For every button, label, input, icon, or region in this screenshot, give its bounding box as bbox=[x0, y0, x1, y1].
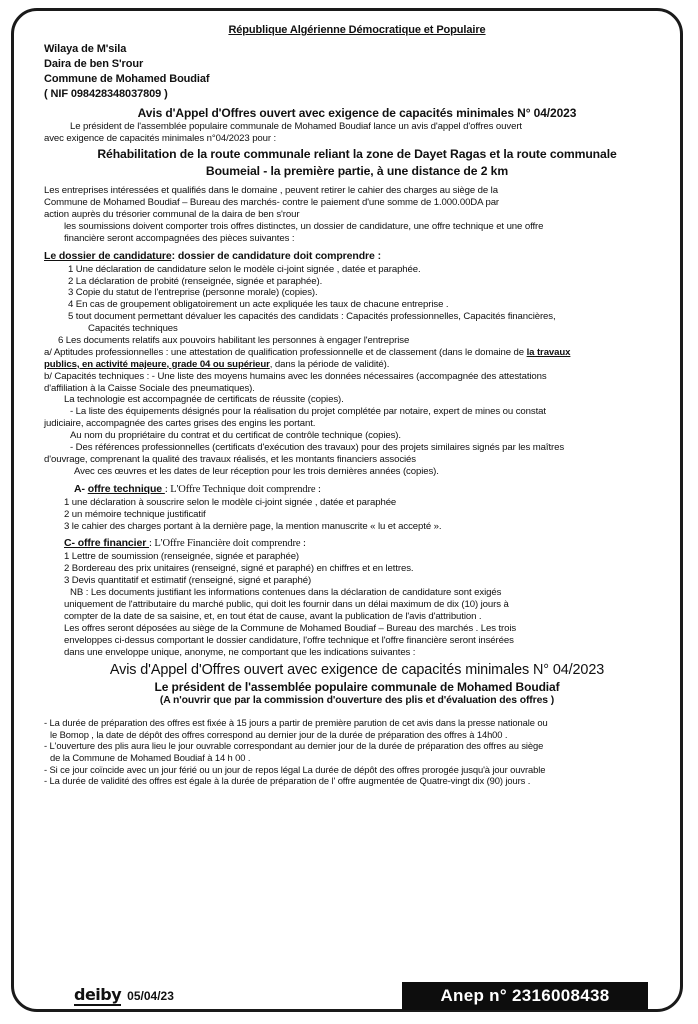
list-item: 6 Les documents relatifs aux pouvoirs habilitant les personnes à engager l'entreprise bbox=[58, 335, 410, 347]
references-line-3: Avec ces œuvres et les dates de leur réception pour les trois dernières années (copies). bbox=[74, 465, 439, 477]
nb-line-3: compter de la date de sa saisine, et, en tout état de cause, avant la publication de l'avis d'attribution . bbox=[64, 610, 482, 622]
daira: Daira de ben S'rour bbox=[44, 57, 144, 70]
owner-line: Au nom du propriétaire du contrat et du certificat de contrôle technique (copies). bbox=[70, 430, 401, 442]
envelope-avis: Avis d'Appel d'Offres ouvert avec exigence de capacités minimales N° 04/2023 bbox=[109, 662, 605, 679]
envelope-president: Le président de l'assemblée populaire communale de Mohamed Boudiaf bbox=[154, 680, 560, 695]
nb-line-1: NB : Les documents justifiant les informations contenues dans la déclaration de candidature sont exigés bbox=[70, 587, 502, 599]
list-item: 4 En cas de groupement obligatoirement un acte expliquée les taux de chacune entreprise . bbox=[68, 299, 449, 311]
references-line-2: d'ouvrage, comprenant la qualité des travaux réalisés, et les montants financiers associés bbox=[44, 453, 416, 465]
condition-line: - L'ouverture des plis aura lieu le jour ouvrable correspondant au dernier jour de la durée de préparation des offres au siège bbox=[44, 740, 544, 752]
avis-title: Avis d'Appel d'Offres ouvert avec exigence de capacités minimales N° 04/2023 bbox=[137, 106, 577, 121]
document-body bbox=[44, 24, 670, 787]
technique-heading bbox=[44, 483, 670, 496]
capacites-line-1: b/ Capacités techniques : - Une liste des moyens humains avec les données nécessaires (accompagnée des attestations bbox=[44, 370, 547, 382]
capacites-line-2: d'affiliation à la Caisse Sociale des pneumatiques). bbox=[44, 382, 255, 394]
list-item: 1 Lettre de soumission (renseignée, signée et paraphée) bbox=[64, 551, 300, 563]
deposit-line-2: enveloppes ci-dessus comportant le dossier candidature, l'offre technique et l'offre financière seront insérées bbox=[64, 634, 514, 646]
condition-line: de la Commune de Mohamed Boudiaf à 14 h 00 . bbox=[50, 752, 251, 764]
para-line: Commune de Mohamed Boudiaf – Bureau des marchés- contre le paiement d'une somme de 1.000.00DA par bbox=[44, 197, 500, 209]
publication-date: 05/04/23 bbox=[127, 988, 174, 1003]
retrieval-paragraph bbox=[44, 185, 670, 244]
anep-number: Anep n° 2316008438 bbox=[402, 982, 648, 1010]
financier-title-rest: : L'Offre Financière doit comprendre : bbox=[149, 538, 306, 550]
financier-title: C- offre financier bbox=[64, 537, 150, 550]
para-line: financière seront accompagnées des pièces suivantes : bbox=[64, 232, 295, 244]
wilaya: Wilaya de M'sila bbox=[44, 42, 127, 55]
project-title-2: Boumeial - la première partie, à une distance de 2 km bbox=[205, 164, 509, 179]
aptitudes-underlined: la travaux bbox=[526, 346, 571, 358]
financier-heading bbox=[44, 537, 670, 550]
references-line-1: - Des références professionnelles (certificats d'exécution des travaux) pour des projets similaires signés par les maîtres bbox=[70, 442, 565, 454]
list-item: 3 le cahier des charges portant à la dernière page, la mention manuscrite « lu et accepté ». bbox=[64, 520, 442, 532]
footer-stamp bbox=[74, 985, 174, 1006]
project-title-1: Réhabilitation de la route communale reliant la zone de Dayet Ragas et la route communale bbox=[97, 146, 617, 161]
nif: ( NIF 098428348037809 ) bbox=[44, 88, 168, 101]
para-line: les soumissions doivent comporter trois offres distinctes, un dossier de candidature, une offre technique et une offre bbox=[64, 220, 544, 232]
dossier-title: Le dossier de candidature bbox=[44, 249, 172, 262]
equipment-line-2: judiciaire, accompagnée des cartes grises des engins les portant. bbox=[44, 418, 316, 430]
intro-line-1: Le président de l'assemblée populaire communale de Mohamed Boudiaf lance un avis d'appel d'offres ouvert bbox=[70, 121, 522, 133]
commune: Commune de Mohamed Boudiaf bbox=[44, 72, 210, 85]
republic-title: République Algérienne Démocratique et Populaire bbox=[228, 24, 486, 36]
list-item: 1 une déclaration à souscrire selon le modèle ci-joint signée , datée et paraphée bbox=[64, 496, 397, 508]
list-item: 2 Bordereau des prix unitaires (renseigné, signé et paraphé) en chiffres et en lettres. bbox=[64, 563, 414, 575]
dossier-heading bbox=[44, 250, 670, 263]
dossier-title-rest: : dossier de candidature doit comprendre : bbox=[171, 249, 381, 262]
condition-line: - La durée de préparation des offres est fixée à 15 jours a partir de première parution de cet avis dans la presse nationale ou bbox=[44, 717, 548, 729]
condition-line: le Bomop , la date de dépôt des offres correspond au dernier jour de la durée de préparation des offres à 14h00 . bbox=[50, 728, 508, 740]
equipment-line-1: - La liste des équipements désignés pour la réalisation du projet complétée par notaire, expert de mines ou constat bbox=[70, 406, 546, 418]
technique-prefix: A- bbox=[74, 482, 88, 495]
aptitudes-text: a/ Aptitudes professionnelles : une attestation de qualification professionnelle et de classement (dans le domaine de bbox=[44, 346, 527, 358]
list-item: 2 un mémoire technique justificatif bbox=[64, 508, 206, 520]
aptitudes-text: , dans la période de validité). bbox=[269, 358, 390, 370]
list-item: 5 tout document permettant dévaluer les capacités des candidats : Capacités professionnelles, Capacités financières, bbox=[68, 311, 556, 323]
condition-line: - Si ce jour coïncide avec un jour férié ou un jour de repos légal La durée de dépôt des offres prorogée jusqu'à jour ouvrable bbox=[44, 763, 546, 775]
aptitudes-line-1 bbox=[44, 347, 670, 359]
aptitudes-underlined: publics, en activité majeure, grade 04 ou supérieur bbox=[44, 358, 270, 370]
intro-line-2: avec exigence de capacités minimales n°04/2023 pour : bbox=[44, 133, 277, 145]
condition-line: - La durée de validité des offres est égale à la durée de préparation de l' offre augmentée de Quatre-vingt dix (90) jours . bbox=[44, 775, 531, 787]
list-item: Capacités techniques bbox=[88, 323, 178, 335]
conditions bbox=[44, 717, 670, 787]
list-item: 1 Une déclaration de candidature selon le modèle ci-joint signée , datée et paraphée. bbox=[68, 263, 421, 275]
technique-title: offre technique bbox=[87, 482, 165, 495]
publisher-logo: deiby bbox=[74, 985, 122, 1004]
deposit-line-1: Les offres seront déposées au siège de la Commune de Mohamed Boudiaf – Bureau des marchés . Les trois bbox=[64, 622, 517, 634]
list-item: 3 Devis quantitatif et estimatif (renseigné, signé et paraphé) bbox=[64, 575, 312, 587]
deposit-line-3: dans une enveloppe unique, anonyme, ne comportant que les indications suivantes : bbox=[64, 646, 416, 658]
list-item: 3 Copie du statut de l'entreprise (personne morale) (copies). bbox=[68, 287, 318, 299]
para-line: Les entreprises intéressées et qualifiés dans le domaine , peuvent retirer le cahier des charges au siège de la bbox=[44, 185, 498, 197]
list-item: 2 La déclaration de probité (renseignée, signée et paraphée). bbox=[68, 275, 323, 287]
technologie-line: La technologie est accompagnée de certificats de réussite (copies). bbox=[64, 394, 344, 406]
nb-line-2: uniquement de l'attributaire du marché public, qui doit les fournir dans un délai maximum de dix (10) jours à bbox=[64, 598, 509, 610]
aptitudes-line-2 bbox=[44, 359, 670, 371]
dossier-list bbox=[44, 264, 670, 347]
para-line: action auprès du trésorier communal de la daira de ben s'rour bbox=[44, 209, 300, 220]
envelope-note: (A n'ouvrir que par la commission d'ouverture des plis et d'évaluation des offres ) bbox=[159, 695, 555, 707]
technique-title-rest: : L'Offre Technique doit comprendre : bbox=[164, 483, 321, 495]
